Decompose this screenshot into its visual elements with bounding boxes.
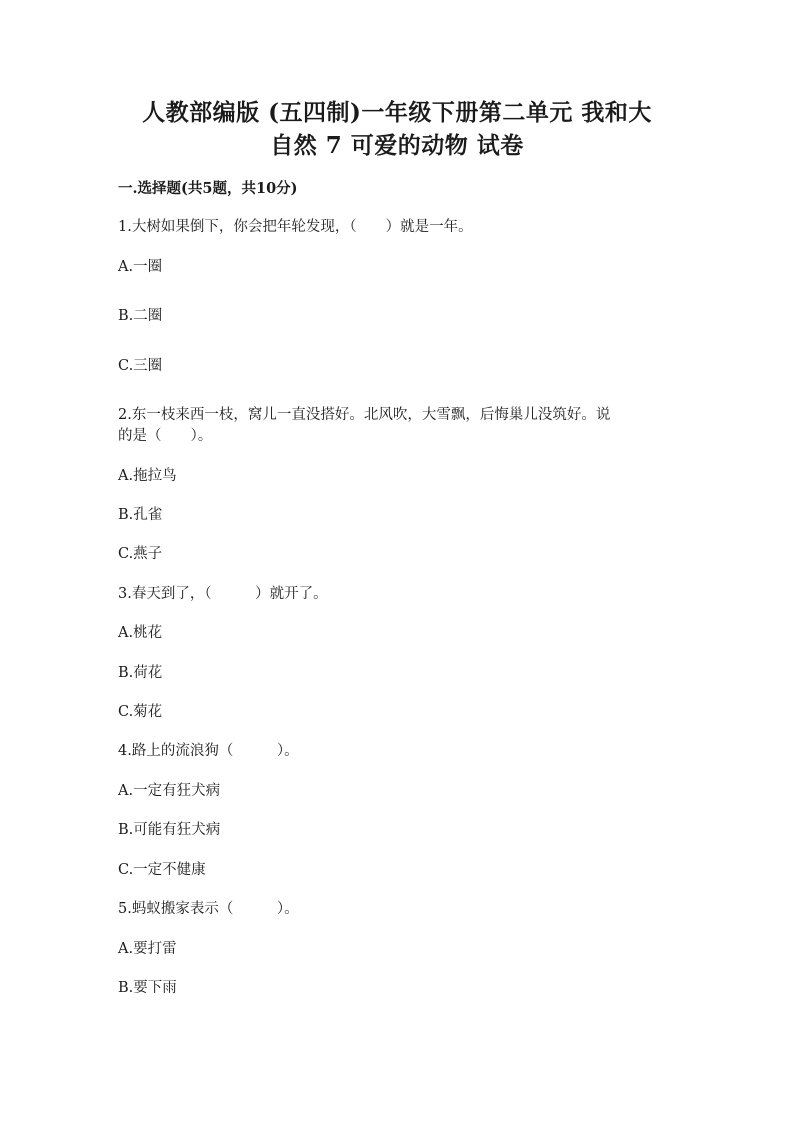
question-3-stem: 3.春天到了，（ ）就开了。 — [118, 586, 328, 602]
question-2-stem-line-1: 2.东一枝来西一枝，窝儿一直没搭好。北风吹，大雪飘，后悔巢儿没筑好。说 — [118, 407, 611, 423]
question-4-option-b: B.可能有狂犬病 — [118, 822, 221, 838]
question-3-option-b: B.荷花 — [118, 665, 163, 681]
question-3-option-c: C.菊花 — [118, 704, 163, 720]
question-2-option-b: B.孔雀 — [118, 507, 163, 523]
question-2-option-c: C.燕子 — [118, 546, 163, 562]
question-2-option-a: A.拖拉鸟 — [118, 468, 177, 484]
question-1-stem: 1.大树如果倒下，你会把年轮发现，（ ）就是一年。 — [118, 219, 473, 235]
question-5-stem: 5.蚂蚁搬家表示（ ）。 — [118, 901, 299, 917]
document-title — [0, 96, 794, 162]
question-5-option-b: B.要下雨 — [118, 980, 177, 996]
question-4-option-c: C.一定不健康 — [118, 862, 206, 878]
question-4-stem: 4.路上的流浪狗（ ）。 — [118, 743, 299, 759]
title-line-1: 人教部编版 (五四制)一年级下册第二单元 我和大 — [142, 99, 652, 126]
question-3-option-a: A.桃花 — [118, 625, 163, 641]
question-1-option-c: C.三圈 — [118, 358, 163, 374]
question-1-option-a: A.一圈 — [118, 259, 163, 275]
question-4-option-a: A.一定有狂犬病 — [118, 783, 221, 799]
question-2-stem-line-2: 的是（ ）。 — [118, 428, 213, 444]
title-line-2: 自然 7 可爱的动物 试卷 — [270, 132, 524, 159]
question-5-option-a: A.要打雷 — [118, 941, 177, 957]
question-1-option-b: B.二圈 — [118, 308, 163, 324]
section-heading: 一.选择题(共5题，共10分) — [118, 180, 298, 197]
